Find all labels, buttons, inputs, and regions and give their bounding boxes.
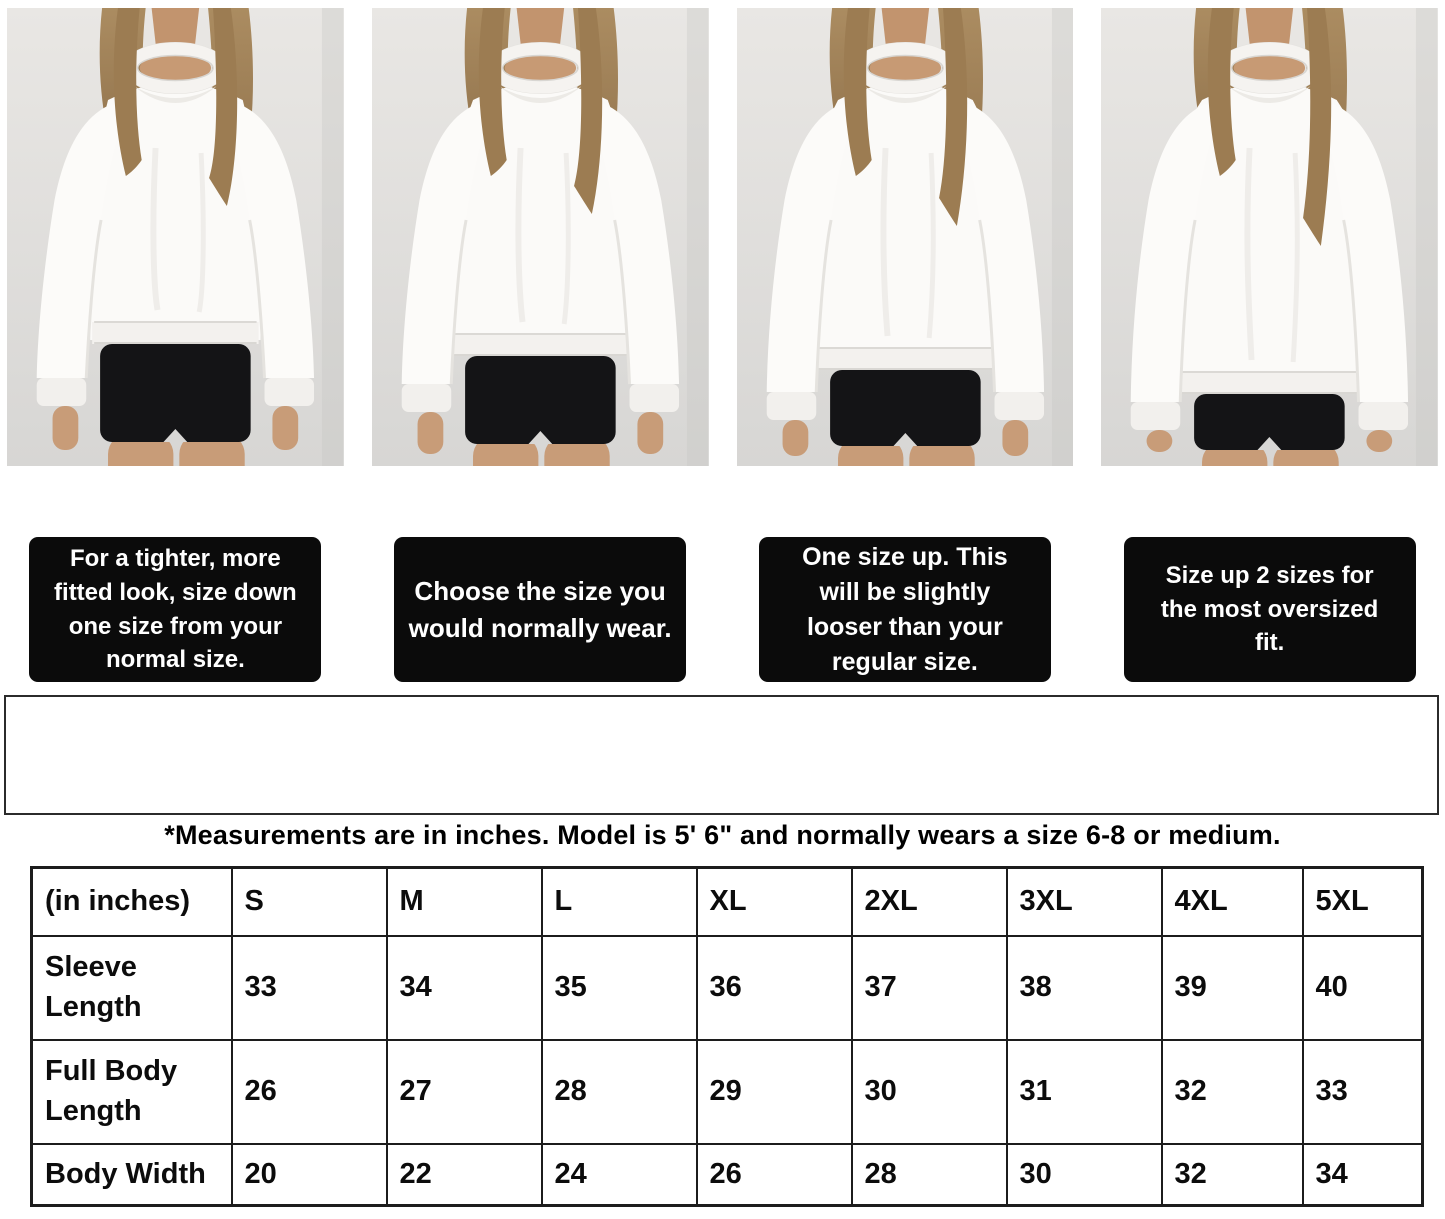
measurements-note: *Measurements are in inches. Model is 5' 6" and normally wears a size 6-8 or medium. xyxy=(164,820,1281,850)
model-photo-loose xyxy=(737,8,1074,466)
measurement-cell: 24 xyxy=(542,1144,697,1206)
size-column-header: 2XL xyxy=(852,868,1007,936)
measurement-cell: 32 xyxy=(1162,1144,1303,1206)
size-table xyxy=(30,866,1424,1207)
size-column-header: M xyxy=(387,868,542,936)
measurement-cell: 30 xyxy=(852,1040,1007,1144)
measurement-cell: 28 xyxy=(542,1040,697,1144)
measurement-cell: 33 xyxy=(1303,1040,1423,1144)
size-column-header: S xyxy=(232,868,387,936)
fit-caption-text: Size up 2 sizes for the most oversized fit. xyxy=(1160,562,1379,657)
size-column-header: 4XL xyxy=(1162,868,1303,936)
row-label: Sleeve Length xyxy=(32,936,232,1040)
fit-caption-text: One size up. This will be slightly looser than your regular size. xyxy=(802,542,1008,676)
table-row xyxy=(32,1144,1423,1206)
measurement-cell: 38 xyxy=(1007,936,1162,1040)
table-corner-header: (in inches) xyxy=(32,868,232,936)
size-table-header-row xyxy=(32,868,1423,936)
measurement-cell: 33 xyxy=(232,936,387,1040)
blank-panel xyxy=(4,695,1439,815)
fit-caption-size-down xyxy=(29,537,321,682)
measurement-cell: 29 xyxy=(697,1040,852,1144)
measurement-cell: 26 xyxy=(232,1040,387,1144)
size-column-header: XL xyxy=(697,868,852,936)
product-photos-row xyxy=(0,0,1445,466)
size-column-header: L xyxy=(542,868,697,936)
measurement-cell: 40 xyxy=(1303,936,1423,1040)
measurement-cell: 36 xyxy=(697,936,852,1040)
model-photo-regular xyxy=(372,8,709,466)
measurement-cell: 31 xyxy=(1007,1040,1162,1144)
measurement-cell: 28 xyxy=(852,1144,1007,1206)
fit-caption-cell-1 xyxy=(7,537,344,682)
row-label: Body Width xyxy=(32,1144,232,1206)
fit-caption-cell-4 xyxy=(1101,537,1438,682)
model-photo-oversized xyxy=(1101,8,1438,466)
fit-caption-cell-3 xyxy=(737,537,1074,682)
fit-caption-two-sizes-up xyxy=(1124,537,1416,682)
size-column-header: 3XL xyxy=(1007,868,1162,936)
row-label: Full Body Length xyxy=(32,1040,232,1144)
measurement-cell: 27 xyxy=(387,1040,542,1144)
measurement-cell: 35 xyxy=(542,936,697,1040)
measurement-cell: 30 xyxy=(1007,1144,1162,1206)
fit-captions-row xyxy=(0,537,1445,682)
fit-caption-text: For a tighter, more fitted look, size down one size from your normal size. xyxy=(54,545,297,674)
size-table-head xyxy=(32,868,1423,936)
table-row xyxy=(32,1040,1423,1144)
measurement-cell: 34 xyxy=(1303,1144,1423,1206)
fit-caption-cell-2 xyxy=(372,537,709,682)
table-row xyxy=(32,936,1423,1040)
size-column-header: 5XL xyxy=(1303,868,1423,936)
measurement-cell: 37 xyxy=(852,936,1007,1040)
fit-caption-text: Choose the size you would normally wear. xyxy=(408,576,672,643)
measurement-cell: 22 xyxy=(387,1144,542,1206)
model-photo-fitted xyxy=(7,8,344,466)
fit-caption-true-to-size xyxy=(394,537,686,682)
fit-caption-one-size-up xyxy=(759,537,1051,682)
measurement-cell: 20 xyxy=(232,1144,387,1206)
measurement-cell: 26 xyxy=(697,1144,852,1206)
measurement-cell: 39 xyxy=(1162,936,1303,1040)
size-table-body xyxy=(32,936,1423,1206)
measurement-cell: 32 xyxy=(1162,1040,1303,1144)
measurement-cell: 34 xyxy=(387,936,542,1040)
